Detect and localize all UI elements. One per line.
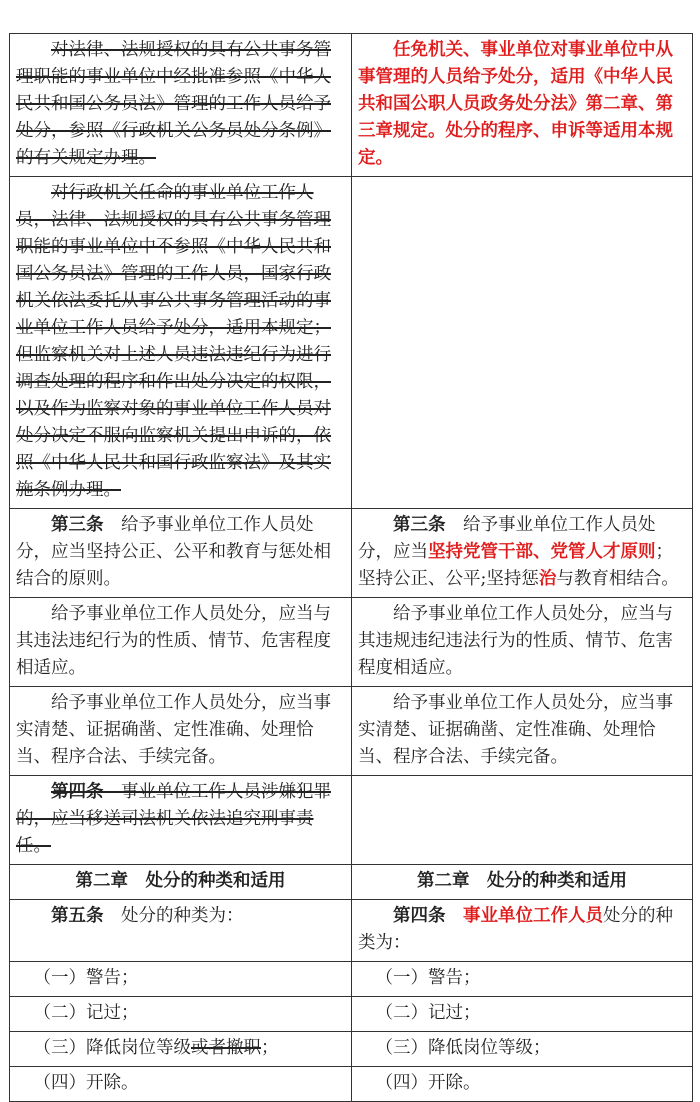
article-paragraph (16, 903, 345, 930)
table-row (10, 687, 693, 776)
table-row (10, 1032, 693, 1067)
article-paragraph (358, 903, 686, 957)
article-paragraph (358, 512, 686, 593)
table-row (10, 776, 693, 865)
old-item-cell (10, 962, 352, 997)
list-item-text: （三）降低岗位等级 (33, 1038, 191, 1058)
article-text: ；坚持公正、公平;坚持惩 (358, 542, 673, 589)
table-row (10, 865, 693, 900)
new-text-cell (352, 900, 693, 962)
article-number: 第四条 (393, 906, 446, 926)
new-text-cell (352, 177, 693, 509)
new-item-cell (352, 1032, 693, 1067)
list-item: （一）警告； (33, 968, 139, 988)
new-item-cell (352, 997, 693, 1032)
table-row (10, 509, 693, 598)
deleted-text: 或者撤职 (191, 1038, 261, 1058)
article-number: 第三条 (51, 515, 104, 535)
article-paragraph (16, 512, 345, 593)
old-item-cell (10, 997, 352, 1032)
article-number: 第三条 (393, 515, 446, 535)
table-row (10, 900, 693, 962)
comparison-table (9, 33, 693, 1102)
list-item-text: ； (261, 1038, 279, 1058)
list-item: （一）警告； (375, 968, 481, 988)
list-item (16, 1035, 345, 1062)
old-item-cell (10, 1032, 352, 1067)
list-item: （二）记过； (33, 1003, 139, 1023)
chapter-heading: 第二章 处分的种类和适用 (417, 871, 627, 891)
added-text: 事业单位工作人员 (463, 906, 603, 926)
old-item-cell (10, 1067, 352, 1102)
article-paragraph: 给予事业单位工作人员处分，应当事实清楚、证据确凿、定性准确、处理恰当、程序合法、手续完备。 (16, 693, 331, 767)
new-item-cell (352, 1067, 693, 1102)
article-text: 给予事业单位工作人员处分，应当 (358, 515, 656, 562)
article-paragraph: 给予事业单位工作人员处分，应当事实清楚、证据确凿、定性准确、处理恰当、程序合法、手续完备。 (358, 693, 673, 767)
table-row (10, 177, 693, 509)
table-row (10, 34, 693, 177)
new-text-cell (352, 34, 693, 177)
new-text-cell (352, 509, 693, 598)
article-number: 第四条 (51, 782, 104, 802)
old-text-cell (10, 776, 352, 865)
deleted-paragraph (16, 779, 345, 860)
new-item-cell (352, 962, 693, 997)
article-text: 事业单位工作人员涉嫌犯罪的，应当移送司法机关依法追究刑事责任。 (16, 782, 331, 856)
table-row (10, 1067, 693, 1102)
table-row (10, 997, 693, 1032)
new-text-cell (352, 776, 693, 865)
new-text-cell (352, 598, 693, 687)
old-text-cell (10, 509, 352, 598)
new-text-cell (352, 687, 693, 776)
article-text: 给予事业单位工作人员处分，应当坚持公正、公平和教育与惩处相结合的原则。 (16, 515, 331, 589)
list-item: （四）开除。 (33, 1073, 139, 1093)
article-paragraph: 给予事业单位工作人员处分，应当与其违法违纪行为的性质、情节、危害程度相适应。 (16, 604, 331, 678)
article-text: 处分的种类为： (121, 906, 244, 926)
deleted-paragraph: 对行政机关任命的事业单位工作人员，法律、法规授权的具有公共事务管理职能的事业单位中不参照《中华人民共和国公务员法》管理的工作人员，国家行政机关依法委托从事公共事务管理活动的事业单位工作人员给予处分，适用本规定；但监察机关对上述人员违法违纪行为进行调查处理的程序和作出处分决定的权限，以及作为监察对象的事业单位工作人员对处分决定不服向监察机关提出申诉的，依照《中华人民共和国行政监察法》及其实施条例办理。 (16, 183, 331, 500)
chapter-heading: 第二章 处分的种类和适用 (75, 871, 286, 891)
table-row (10, 962, 693, 997)
old-text-cell (10, 177, 352, 509)
added-text: 治 (538, 569, 557, 589)
article-paragraph: 给予事业单位工作人员处分，应当与其违规违纪违法行为的性质、情节、危害程度相适应。 (358, 604, 673, 678)
article-text: 与教育相结合。 (556, 569, 679, 589)
old-text-cell (10, 865, 352, 900)
list-item: （二）记过； (375, 1003, 481, 1023)
added-text: 坚持党管干部、党管人才原则 (428, 542, 656, 562)
old-text-cell (10, 598, 352, 687)
list-item: （四）开除。 (375, 1073, 481, 1093)
list-item: （三）降低岗位等级； (375, 1038, 551, 1058)
old-text-cell (10, 900, 352, 962)
deleted-paragraph: 对法律、法规授权的具有公共事务管理职能的事业单位中经批准参照《中华人民共和国公务员法》管理的工作人员给予处分，参照《行政机关公务员处分条例》的有关规定办理。 (16, 40, 331, 168)
article-text: 处分的种类为： (358, 906, 673, 953)
table-row (10, 598, 693, 687)
new-text-cell (352, 865, 693, 900)
added-paragraph: 任免机关、事业单位对事业单位中从事管理的人员给予处分，适用《中华人民共和国公职人员政务处分法》第二章、第三章规定。处分的程序、申诉等适用本规定。 (358, 40, 673, 168)
old-text-cell (10, 34, 352, 177)
article-number: 第五条 (51, 906, 104, 926)
old-text-cell (10, 687, 352, 776)
